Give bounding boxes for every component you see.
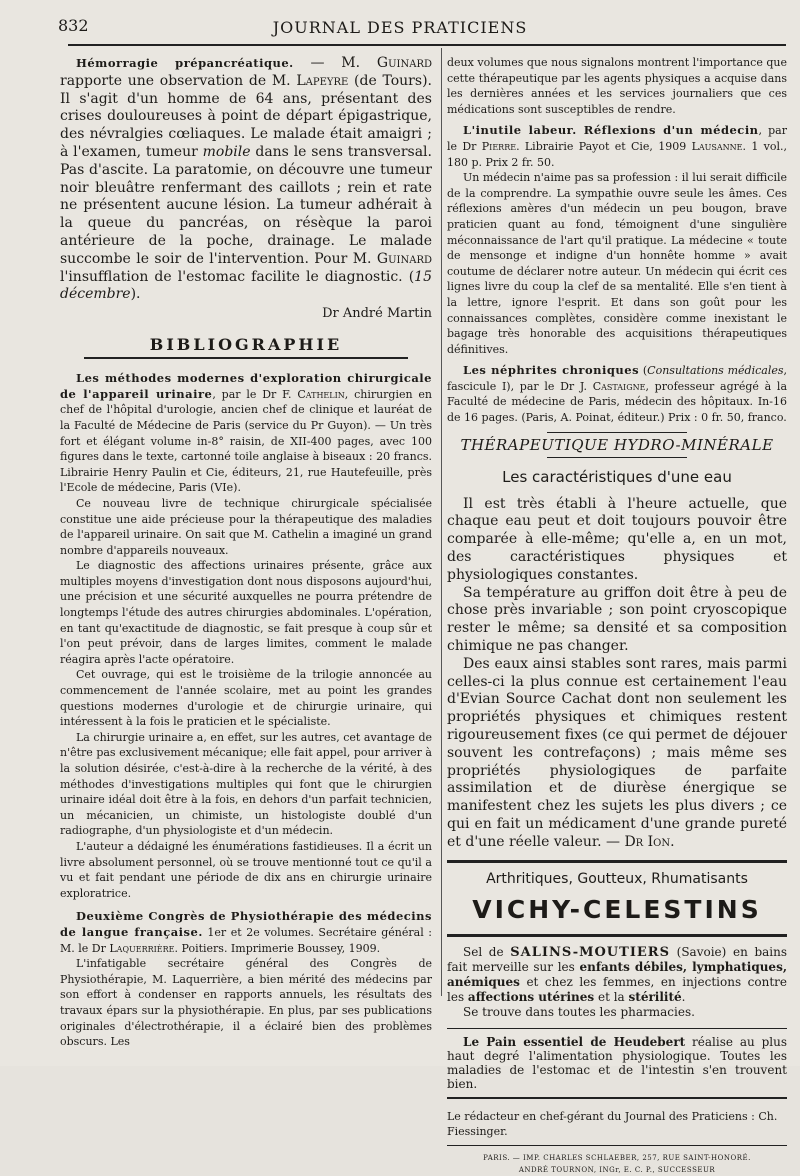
methodes-entry: Les méthodes modernes d'exploration chirurgicale de l'appareil urinaire, par le Dr F. Cathelin, chirurgien en chef de l'hôpital d'urologie, ancien chef de clinique et lauréat de la Faculté de Médecine de Paris (service du Pr Guyon). — Un très fort et élégant volume in-8° raisin, de XII-400 pages, avec 100 figures dans le texte, cartonné toile anglaise à biseaux : 20 francs. Librairie Henry Paulin et Cie, éditeurs, 21, rue Hautefeuille, près l'Ecole de médecine, Paris (VIe). bbox=[60, 371, 433, 495]
eau-heading: Les caractéristiques d'une eau bbox=[502, 467, 732, 486]
congres-entry: Deuxième Congrès de Physiothérapie des médecins de langue française. 1er et 2e volumes. Secrétaire général : M. le Dr Laquerrière. Poitiers. Imprimerie Boussey, 1909. bbox=[60, 909, 432, 955]
salins-line2: Se trouve dans toutes les pharmacies. bbox=[463, 1004, 695, 1019]
bibliographie-heading: BIBLIOGRAPHIE bbox=[149, 335, 343, 355]
imprint-line-2: ANDRÉ TOURNON, INGr, E. C. P., SUCCESSEUR bbox=[518, 1166, 716, 1175]
salins-brand: SALINS-MOUTIERS bbox=[510, 944, 670, 960]
page-number: 832 bbox=[58, 16, 89, 35]
methodes-para: Le diagnostic des affections urinaires présente, grâce aux multiples moyens d'investigation dont nous disposons aujourd'hui, une précision et une sécurité auxquelles ne pourra prétendre de longtemps l'étude des autres chirurgies abdominales. L'opération, en tant qu'exactitude de diagnostic, se fait presque à coup sûr et l'on peut prévoir, dans de larges limites, comment le malade réagira après l'acte opératoire. bbox=[60, 559, 432, 666]
methodes-para: L'auteur a dédaigné les énumérations fastidieuses. Il a écrit un livre absolument personnel, où se trouve mentionné tout ce qu'il a vu et fait pendant une période de dix ans en chirurgie urinaire exploratrice. bbox=[60, 839, 432, 900]
column-divider bbox=[441, 48, 442, 996]
vichy-tagline: Arthritiques, Goutteux, Rhumatisants bbox=[486, 870, 748, 887]
nephrites-title: Les néphrites chroniques bbox=[463, 363, 640, 378]
section-rule bbox=[547, 432, 687, 433]
bibliographie-rule bbox=[84, 357, 408, 359]
journal-title: JOURNAL DES PRATICIENS bbox=[272, 18, 528, 37]
header-rule bbox=[68, 44, 786, 46]
redacteur-line: Le rédacteur en chef-gérant du Journal des Praticiens : Ch. Fiessinger. bbox=[447, 1109, 787, 1146]
continuation-text: deux volumes que nous signalons montrent l'importance que cette thérapeutique par les agents physiques a acquise dans les dernières années et les services journaliers que ces médications sont susceptibles de rendre. bbox=[447, 56, 787, 116]
nephrites-entry: Les néphrites chroniques (Consultations médicales, fascicule I), par le Dr J. Castaigne, professeur agrégé à la Faculté de médecine de Paris, médecin des hôpitaux. In-16 de 16 pages. (Paris, A. Poinat, éditeur.) Prix : 0 fr. 50, franco. bbox=[447, 363, 788, 425]
methodes-title: Les méthodes modernes d'exploration chirurgicale de l'appareil urinaire bbox=[60, 371, 432, 401]
eau-signature: Dr Ion. bbox=[624, 833, 675, 850]
hemorragie-title: Hémorragie prépancréatique. bbox=[76, 56, 294, 70]
congres-para: L'infatigable secrétaire général des Congrès de Physiothérapie, M. Laquerrière, a bien mérité des médecins par son effort à condenser en rapports annuels, les résultats des travaux épars sur la physiothérapie. En plus, par ses publications originales d'électrothérapie, il a éclairé bien des problèmes obscurs. Les bbox=[60, 957, 432, 1049]
heudebert-brand: Le Pain essentiel de Heudebert bbox=[463, 1035, 686, 1050]
hemorragie-article: Hémorragie prépancréatique. — M. Guinard rapporte une observation de M. Lapeyre (de Tours). Il s'agit d'un homme de 64 ans, présentant des crises douloureuses à point de départ épigastrique, des névralgies cœliaques. Le malade était amaigri ; à l'examen, tumeur mobile dans le sens transversal. Pas d'ascite. La paratomie, on découvre une tumeur noir bleuâtre renfermant des caillots ; rein et rate ne présentent aucune lésion. La tumeur adhérait à la queue du pancréas, on résèque la paroi antérieure de la poche, drainage. Le malade succombe le soir de l'intervention. Pour M. Guinard l'insufflation de l'estomac facilite le diagnostic. (15 décembre). bbox=[60, 55, 432, 303]
congres-title: Deuxième Congrès de Physiothérapie des médecins de langue française. bbox=[60, 909, 432, 939]
eau-para: Il est très établi à l'heure actuelle, que chaque eau peut et doit toujours pouvoir être comparée à elle-même; qu'elle a, en un mot, des caractéristiques physiques et physiologiques constantes. bbox=[447, 495, 787, 583]
right-column bbox=[447, 55, 787, 1176]
eau-para: Sa température au griffon doit être à peu de chose près invariable ; son point cryoscopique rester le même; sa densité et sa composition chimique ne pas changer. bbox=[447, 584, 787, 655]
inutile-para: Un médecin n'aime pas sa profession : il lui serait difficile de la comprendre. La sympathie ouvre seule les âmes. Ces réflexions amères d'un médecin un peu bougon, brave praticien quant au fond, témoignent d'une singulière méconnaissance de l'art qu'il pratique. La médecine « toute de mensonge et indigne d'un honnête homme » avait coutume de déclarer notre auteur. Un médecin qui écrit ces lignes livre du coup la clef de sa mentalité. Elle s'en tient à la lettre, ignore l'esprit. Et dans son goût pour les connaissances complètes, considère comme inexistant le bagage très honorable des acquisitions thérapeutiques définitives. bbox=[447, 171, 787, 356]
therapeutique-heading: THÉRAPEUTIQUE HYDRO-MINÉRALE bbox=[460, 435, 774, 454]
salins-ad: Sel de SALINS-MOUTIERS (Savoie) en bains fait merveille sur les enfants débiles, lymphatiques, anémiques et chez les femmes, en injections contre les affections utérines et la stérilité. bbox=[447, 944, 788, 1004]
inutile-entry: L'inutile labeur. Réflexions d'un médecin, par le Dr Pierre. Librairie Payot et Cie, 1909 Lausanne. 1 vol., 180 p. Prix 2 fr. 50. bbox=[447, 123, 787, 169]
hemorragie-signature: Dr André Martin bbox=[322, 306, 432, 322]
vichy-brand: VICHY-CELESTINS bbox=[472, 894, 762, 924]
ad-rule bbox=[447, 934, 787, 937]
methodes-para: La chirurgie urinaire a, en effet, sur les autres, cet avantage de n'être pas exclusivement mécanique; elle fait appel, pour arriver à la solution désirée, c'est-à-dire à la recherche de la vérité, à des méthodes d'investigations multiples qui font que le chirurgien urinaire idéal doit être à la fois, en dehors d'un parfait technicien, un mécanicien, un chimiste, un histologiste doublé d'un radiographe, d'un physiologiste et d'un médecin. bbox=[60, 730, 432, 838]
methodes-para: Cet ouvrage, qui est le troisième de la trilogie annoncée au commencement de l'année scolaire, met au point les grandes questions modernes d'urologie et de chirurgie urinaire, qui intéressent à la fois le praticien et le spécialiste. bbox=[60, 668, 432, 729]
ad-rule bbox=[447, 860, 787, 863]
eau-para: Des eaux ainsi stables sont rares, mais parmi celles-ci la plus connue est certainement l'eau d'Evian Source Cachat dont non seulement les propriétés physiques et chimiques restent rigoureusement fixes (ce qui permet de déjouer souvent les contrefaçons) ; mais même ses propriétés physiologiques de parfaite assimilation et de diurèse énergique se manifestent chez les sujets les plus divers ; ce qui en fait un médicament d'une grande pureté et d'une réelle valeur. — Dr Ion. bbox=[447, 655, 787, 850]
section-rule bbox=[547, 457, 687, 458]
left-column bbox=[60, 55, 432, 1050]
imprint-line-1: PARIS. — IMP. CHARLES SCHLAEBER, 257, RUE SAINT-HONORÉ. bbox=[483, 1154, 751, 1163]
inutile-title: L'inutile labeur. Réflexions d'un médecin bbox=[463, 123, 759, 138]
heudebert-ad: Le Pain essentiel de Heudebert réalise au plus haut degré l'alimentation physiologique. Toutes les maladies de l'estomac et de l'intestin s'en trouvent bien. bbox=[447, 1028, 787, 1099]
methodes-para: Ce nouveau livre de technique chirurgicale spécialisée constitue une aide précieuse pour la thérapeutique des maladies de l'appareil urinaire. On sait que M. Cathelin a imaginé un grand nombre d'appareils nouveaux. bbox=[60, 496, 432, 557]
